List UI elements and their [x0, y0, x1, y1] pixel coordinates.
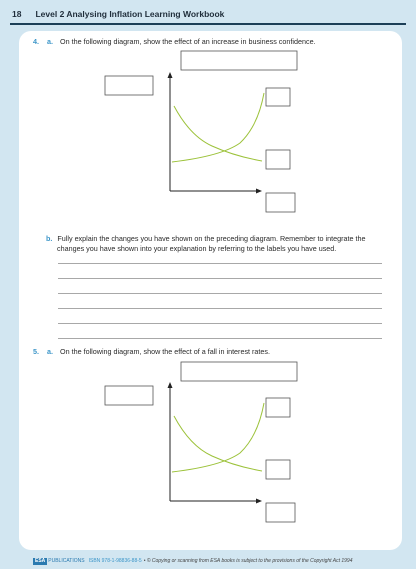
x-axis-arrow	[256, 189, 262, 194]
question-4b-letter: b.	[46, 234, 53, 243]
header-rule	[10, 23, 406, 25]
workbook-title: Level 2 Analysing Inflation Learning Workbook	[35, 9, 225, 19]
label-box-left[interactable]	[105, 76, 153, 95]
question-5-number: 5.	[33, 347, 39, 356]
question-4b-line-2: changes you have shown into your explanation by referring to the labels you have used.	[57, 244, 337, 253]
question-4a-text: On the following diagram, show the effect of an increase in business confidence.	[60, 37, 316, 46]
page-footer	[33, 556, 413, 566]
upward-curve	[172, 93, 264, 162]
diagram-q4	[100, 48, 300, 216]
esa-logo-badge: ESA	[35, 558, 46, 564]
label-box-top[interactable]	[181, 51, 297, 70]
label-box-curve-lower[interactable]	[266, 150, 290, 169]
publisher-name: PUBLICATIONS	[48, 558, 85, 564]
page-header	[0, 0, 416, 30]
answer-line[interactable]	[58, 263, 382, 264]
answer-line[interactable]	[58, 278, 382, 279]
label-box-top[interactable]	[181, 362, 297, 381]
answer-line[interactable]	[58, 338, 382, 339]
diagram-q5	[100, 358, 300, 526]
question-4-number: 4.	[33, 37, 39, 46]
x-axis-arrow	[256, 499, 262, 504]
question-5a-letter: a.	[47, 347, 53, 356]
label-box-x-axis[interactable]	[266, 503, 295, 522]
label-box-curve-lower[interactable]	[266, 460, 290, 479]
answer-line[interactable]	[58, 323, 382, 324]
header-text	[12, 9, 224, 19]
question-5a-text: On the following diagram, show the effect of a fall in interest rates.	[60, 347, 271, 356]
question-4b	[46, 234, 365, 254]
question-4b-line-1: Fully explain the changes you have shown on the preceding diagram. Remember to integrate the	[57, 234, 366, 243]
page-number: 18	[12, 9, 22, 19]
question-5a	[33, 347, 270, 357]
answer-line[interactable]	[58, 293, 382, 294]
upward-curve	[172, 403, 264, 472]
question-4a	[33, 37, 316, 47]
label-box-x-axis[interactable]	[266, 193, 295, 212]
copyright-notice: • © Copying or scanning from ESA books is subject to the provisions of the Copyright Act 1994	[143, 558, 353, 564]
label-box-left[interactable]	[105, 386, 153, 405]
answer-line[interactable]	[58, 308, 382, 309]
question-4a-letter: a.	[47, 37, 53, 46]
isbn-text: ISBN 978-1-98836-88-5	[88, 558, 142, 564]
label-box-curve-upper[interactable]	[266, 398, 290, 417]
label-box-curve-upper[interactable]	[266, 88, 290, 106]
